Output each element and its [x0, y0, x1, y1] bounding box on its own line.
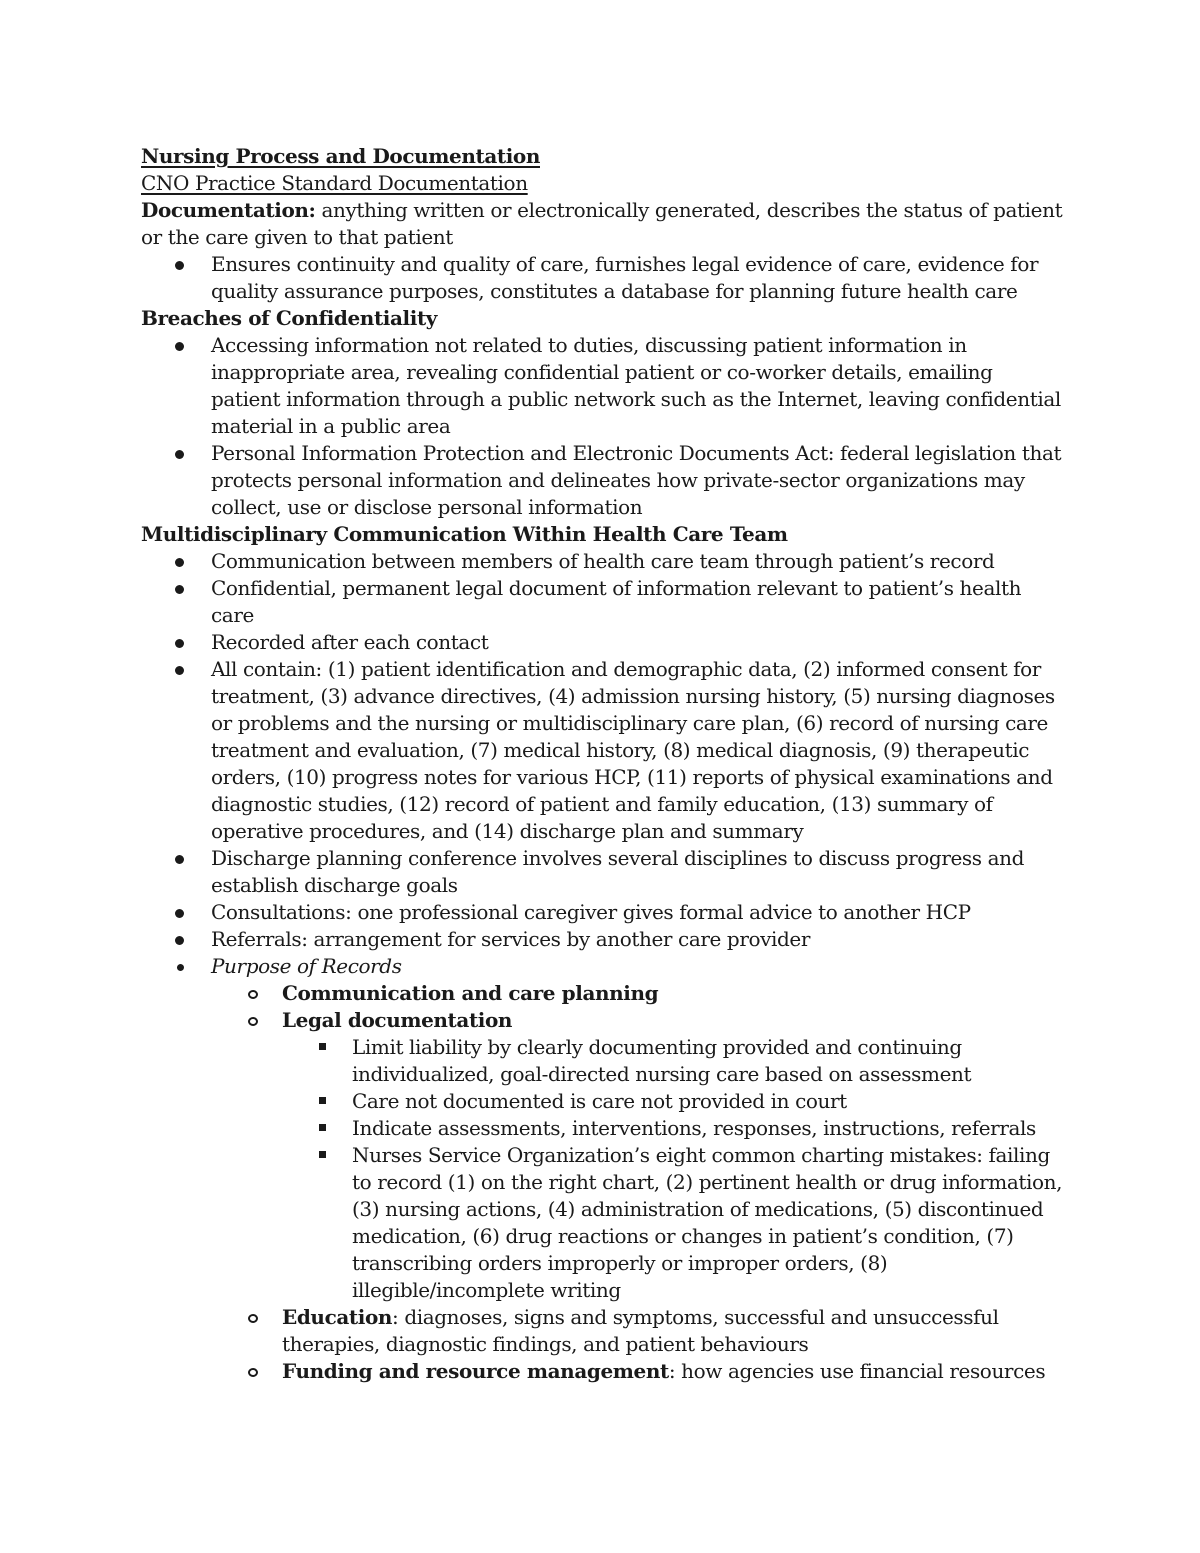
list-item: All contain: (1) patient identification and demographic data, (2) informed consent for treatment, (3) advance directives, (4) admission nursing history, (5) nursing diagnoses or problems and the nursing or multidisciplinary care plan, (6) record of nursing care treatment and evaluation, (7) medical history, (8) medical diagnosis, (9) therapeutic orders, (10) progress notes for various HCP, (11) reports of physical examinations and diagnostic studies, (12) record of patient and family education, (13) summary of operative procedures, and (14) discharge plan and summary: [141, 656, 1066, 845]
definition-text: anything written or electronically generated, describes the status of patient or the care given to that patient: [141, 198, 1063, 249]
bullet-icon: [175, 936, 184, 945]
purpose-item: Legal documentation: [141, 1007, 1066, 1034]
document-title: Nursing Process and Documentation: [141, 144, 540, 168]
list-item: Ensures continuity and quality of care, furnishes legal evidence of care, evidence for quality assurance purposes, constitutes a database for planning future health care: [141, 251, 1066, 305]
purposes-list-continued: [141, 1304, 1066, 1385]
bullet-icon: [176, 963, 185, 972]
bullet-icon: [175, 909, 184, 918]
purposes-list: [141, 980, 1066, 1034]
bullet-icon: [175, 261, 184, 270]
bullet-icon: [175, 558, 184, 567]
square-bullet-icon: [319, 1124, 326, 1131]
definition-list: [141, 251, 1066, 305]
bullet-icon: [175, 855, 184, 864]
bullet-icon: [175, 342, 184, 351]
purpose-item: Communication and care planning: [141, 980, 1066, 1007]
bullet-icon: [175, 450, 184, 459]
legal-list: [141, 1034, 1066, 1304]
documentation-definition: [141, 197, 1066, 251]
section-heading-breaches: Breaches of Confidentiality: [141, 306, 437, 330]
list-item: Recorded after each contact: [141, 629, 1066, 656]
list-item: Personal Information Protection and Electronic Documents Act: federal legislation that protects personal information and delineates how private-sector organizations may collect, use or disclose personal information: [141, 440, 1066, 521]
list-item: Discharge planning conference involves several disciplines to discuss progress and establish discharge goals: [141, 845, 1066, 899]
square-bullet-icon: [319, 1097, 326, 1104]
list-item: Communication between members of health care team through patient’s record: [141, 548, 1066, 575]
square-bullet-icon: [319, 1151, 326, 1158]
purpose-item: Education: diagnoses, signs and symptoms, successful and unsuccessful therapies, diagnostic findings, and patient behaviours: [141, 1304, 1066, 1358]
hollow-bullet-icon: [248, 1314, 258, 1323]
list-item: Limit liability by clearly documenting provided and continuing individualized, goal-directed nursing care based on assessment: [141, 1034, 1066, 1088]
purpose-of-records: Purpose of Records: [141, 953, 1066, 980]
hollow-bullet-icon: [248, 990, 258, 999]
multidisciplinary-list: [141, 548, 1066, 980]
list-item: Confidential, permanent legal document of information relevant to patient’s health care: [141, 575, 1066, 629]
bullet-icon: [175, 666, 184, 675]
list-item: Care not documented is care not provided in court: [141, 1088, 1066, 1115]
hollow-bullet-icon: [248, 1017, 258, 1026]
list-item: Consultations: one professional caregiver gives formal advice to another HCP: [141, 899, 1066, 926]
list-item: Accessing information not related to duties, discussing patient information in inappropriate area, revealing confidential patient or co-worker details, emailing patient information through a public network such as the Internet, leaving confidential material in a public area: [141, 332, 1066, 440]
hollow-bullet-icon: [248, 1368, 258, 1377]
document-page: [141, 143, 1066, 1385]
breaches-list: [141, 332, 1066, 521]
bullet-icon: [175, 585, 184, 594]
list-item: Nurses Service Organization’s eight common charting mistakes: failing to record (1) on the right chart, (2) pertinent health or drug information, (3) nursing actions, (4) administration of medications, (5) discontinued medication, (6) drug reactions or changes in patient’s condition, (7) transcribing orders improperly or improper orders, (8) illegible/incomplete writing: [141, 1142, 1066, 1304]
purpose-item: Funding and resource management: how agencies use financial resources: [141, 1358, 1066, 1385]
document-subtitle: CNO Practice Standard Documentation: [141, 171, 528, 195]
bullet-icon: [175, 639, 184, 648]
square-bullet-icon: [319, 1043, 326, 1050]
section-heading-multidisciplinary: Multidisciplinary Communication Within Health Care Team: [141, 522, 788, 546]
list-item: Indicate assessments, interventions, responses, instructions, referrals: [141, 1115, 1066, 1142]
definition-term: Documentation:: [141, 198, 316, 222]
list-item: Referrals: arrangement for services by another care provider: [141, 926, 1066, 953]
